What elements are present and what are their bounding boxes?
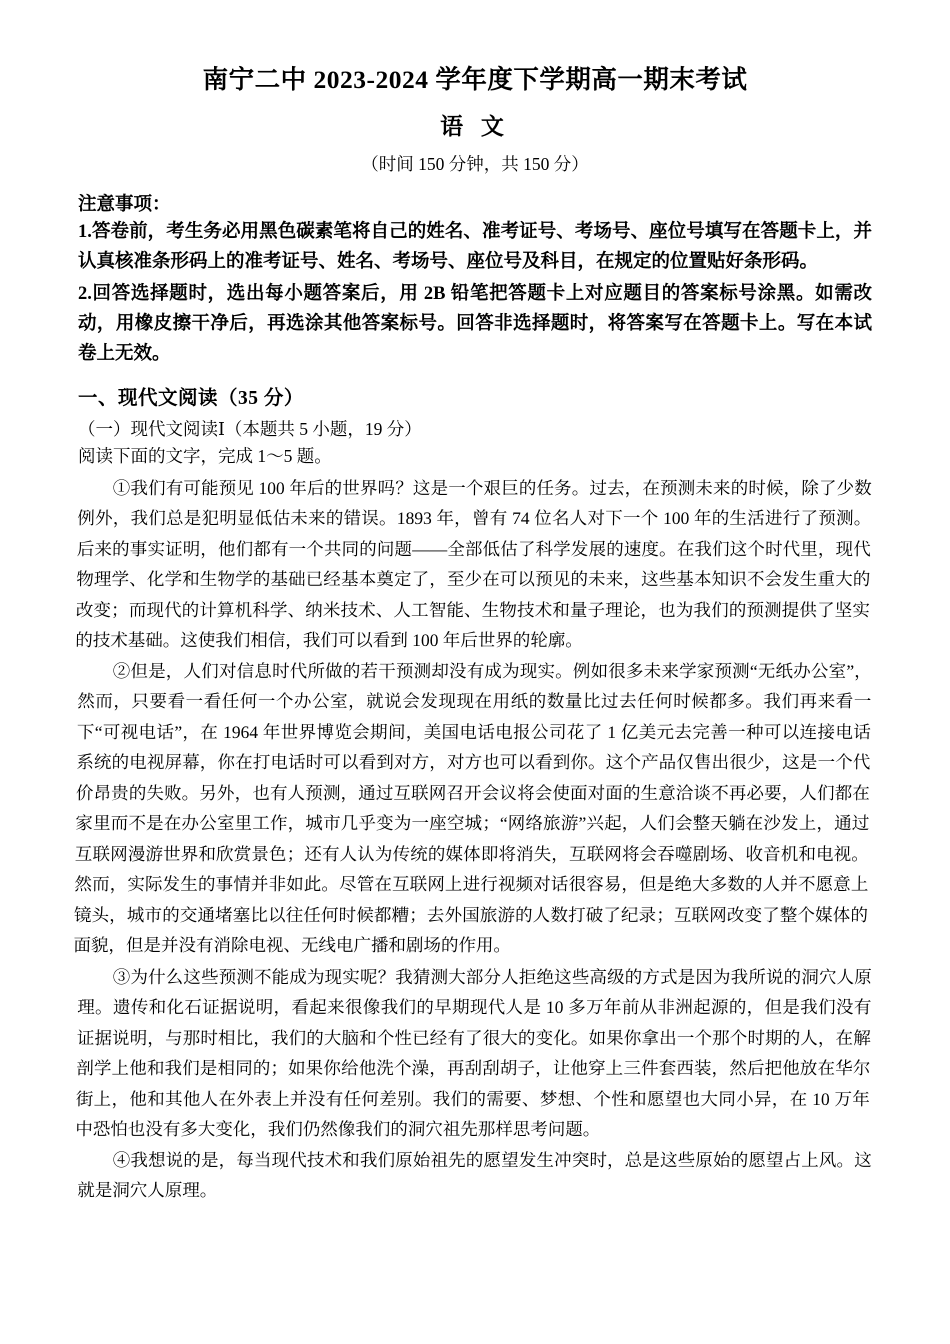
notice-item-2: 2.回答选择题时，选出每小题答案后，用 2B 铅笔把答题卡上对应题目的答案标号涂黑。如需改动，用橡皮擦干净后，再选涂其他答案标号。回答非选择题时，将答案写在答题卡上。写在本试卷上无效。 <box>78 283 872 364</box>
section-heading-modern-reading: 一、现代文阅读（35 分） <box>78 387 304 409</box>
notice-heading: 注意事项： <box>78 194 171 215</box>
page-title: 南宁二中 2023-2024 学年度下学期高一期末考试 <box>202 65 748 94</box>
subject-title: 语 文 <box>440 113 510 139</box>
passage-paragraph-4: ④我想说的是，每当现代技术和我们原始祖先的愿望发生冲突时，总是这些原始的愿望占上风。这就是洞穴人原理。 <box>77 1150 872 1201</box>
passage-paragraph-3: ③为什么这些预测不能成为现实呢？我猜测大部分人拒绝这些高级的方式是因为我所说的洞穴人原理。遗传和化石证据说明，看起来很像我们的早期现代人是 10 多万年前从非洲起源的，但是我们没有证据说明，与那时相比，我们的大脑和个性已经有了很大的变化。如果你拿出一个那个时期的人，在解剖学上他和我们是相同的；如果你给他洗个澡，再刮刮胡子，让他穿上三件套西装，然后把他放在华尔街上，他和其他人在外表上并没有任何差别。我们的需要、梦想、个性和愿望也大同小异，在 10 万年中恐怕也没有多大变化，我们仍然像我们的洞穴祖先那样思考问题。 <box>75 966 872 1139</box>
passage-paragraph-2: ②但是，人们对信息时代所做的若干预测却没有成为现实。例如很多未来学家预测“无纸办公室”，然而，只要看一看任何一个办公室，就说会发现现在用纸的数量比过去任何时候都多。我们再来看一下“可视电话”，在 1964 年世界博览会期间，美国电话电报公司花了 1 亿美元去完善一种可以连接电话系统的电视屏幕，你在打电话时可以看到对方，对方也可以看到你。这个产品仅售出很少，这是一个代价昂贵的失败。另外，也有人预测，通过互联网召开会议将会使面对面的生意洽谈不再必要，人们都在家里而不是在办公室里工作，城市几乎变为一座空城；“网络旅游”兴起，人们会整天躺在沙发上，通过互联网漫游世界和欣赏景色；还有人认为传统的媒体即将消失，互联网将会吞噬剧场、收音机和电视。然而，实际发生的事情并非如此。尽管在互联网上进行视频对话很容易，但是绝大多数的人并不愿意上镜头，城市的交通堵塞比以往任何时候都糟；去外国旅游的人数打破了纪录；互联网改变了整个媒体的面貌，但是并没有消除电视、无线电广播和剧场的作用。 <box>73 661 872 956</box>
reading-instruction: 阅读下面的文字，完成 1～5 题。 <box>78 445 332 466</box>
subsection-heading-reading-1: （一）现代文阅读Ⅰ（本题共 5 小题，19 分） <box>78 418 422 439</box>
passage-paragraph-1: ①我们有可能预见 100 年后的世界吗？这是一个艰巨的任务。过去，在预测未来的时候，除了少数例外，我们总是犯明显低估未来的错误。1893 年，曾有 74 位名人对下一个 100 年的生活进行了预测。后来的事实证明，他们都有一个共同的问题——全部低估了科学发展的速度。在我们这个时代里，现代物理学、化学和生物学的基础已经基本奠定了，至少在可以预见的未来，这些基本知识不会发生重大的改变；而现代的计算机科学、纳米技术、人工智能、生物技术和量子理论，也为我们的预测提供了坚实的技术基础。这使我们相信，我们可以看到 100 年后世界的轮廓。 <box>75 477 872 650</box>
exam-duration-line: （时间 150 分钟，共 150 分） <box>361 153 589 174</box>
notice-item-1: 1.答卷前，考生务必用黑色碳素笔将自己的姓名、准考证号、考场号、座位号填写在答题卡上，并认真核准条形码上的准考证号、姓名、考场号、座位号及科目，在规定的位置贴好条形码。 <box>78 221 872 272</box>
